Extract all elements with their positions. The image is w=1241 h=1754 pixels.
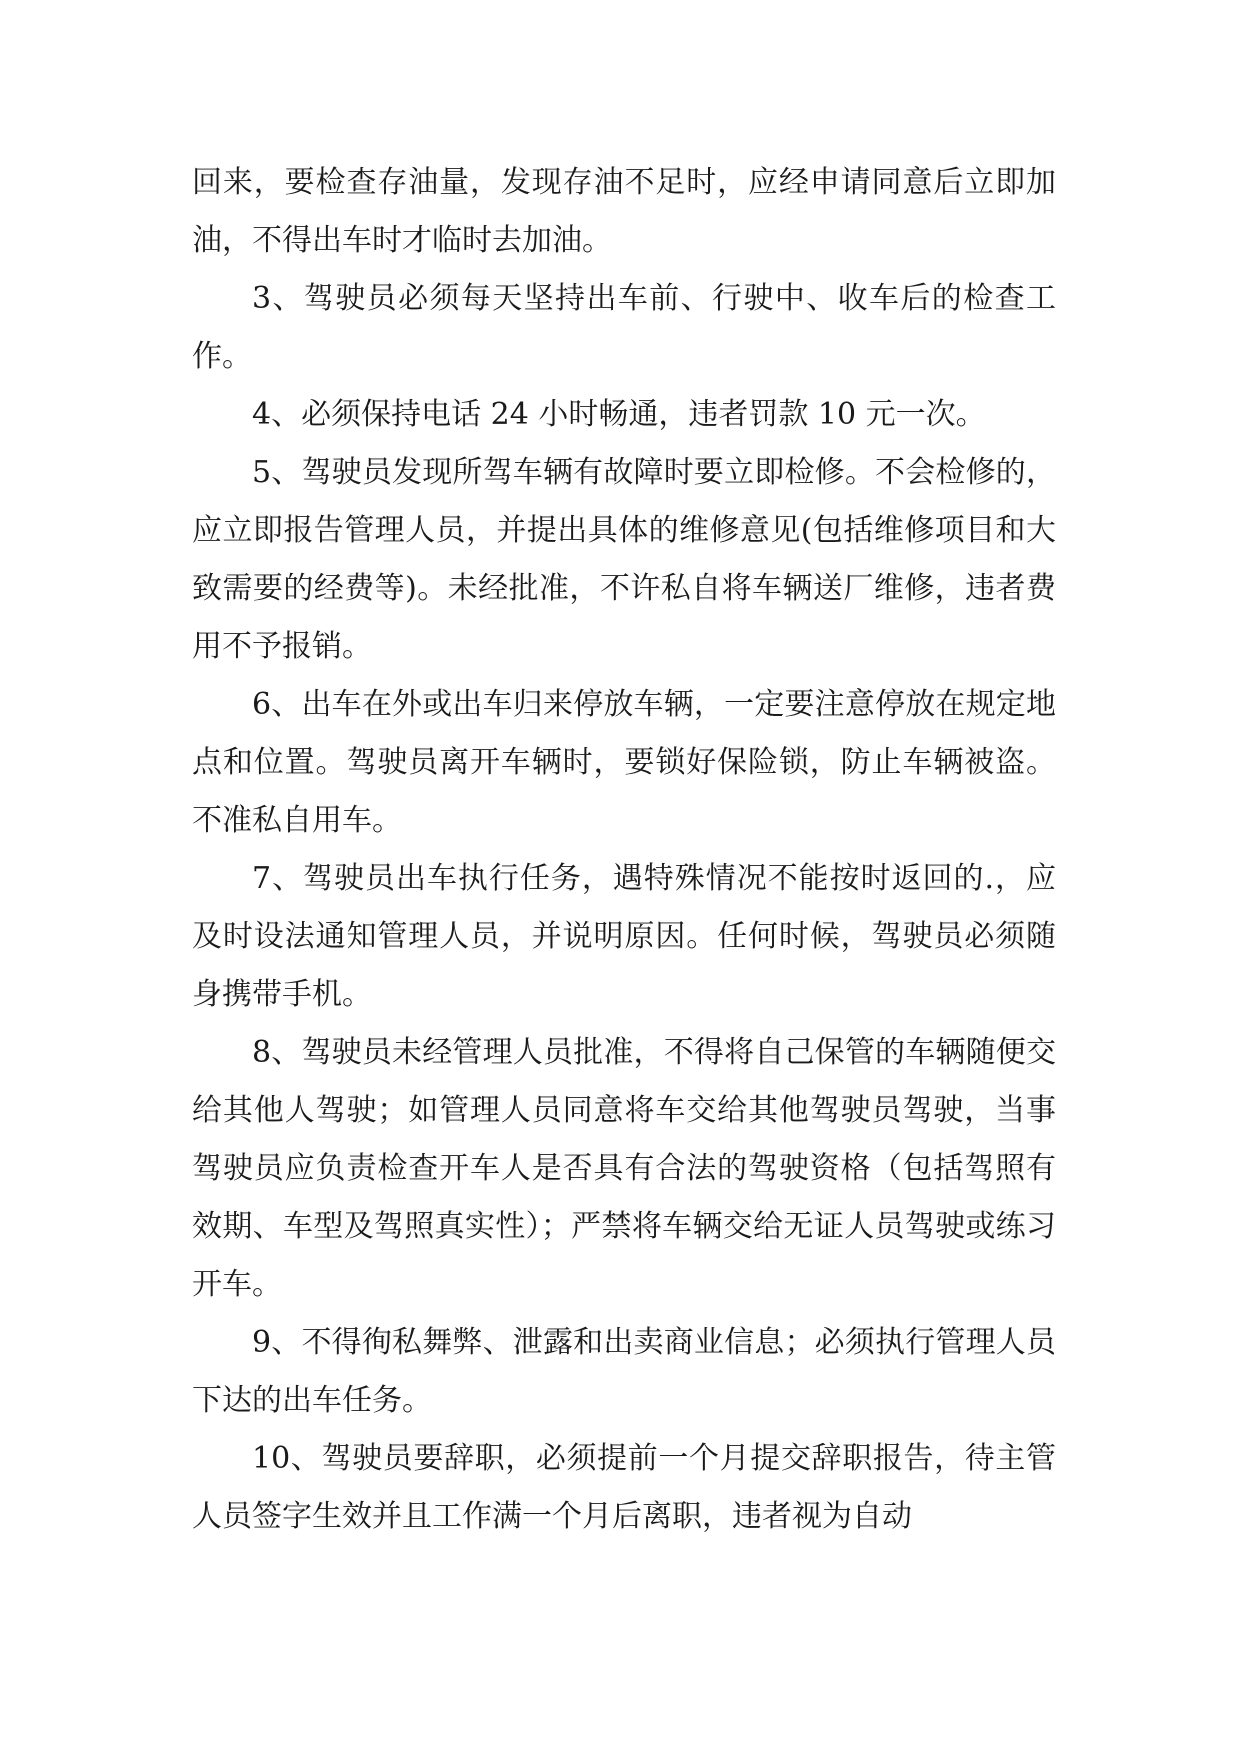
paragraph-rule-3: 3、驾驶员必须每天坚持出车前、行驶中、收车后的检查工作。 bbox=[192, 281, 1056, 374]
paragraph-rule-4: 4、必须保持电话 24 小时畅通，违者罚款 10 元一次。 bbox=[252, 397, 986, 432]
paragraph-rule-5: 5、驾驶员发现所驾车辆有故障时要立即检修。不会检修的，应立即报告管理人员，并提出具体的维修意见(包括维修项目和大致需要的经费等)。未经批准，不许私自将车辆送厂维修，违者费用不予报销。 bbox=[192, 455, 1056, 664]
paragraph-rule-10: 10、驾驶员要辞职，必须提前一个月提交辞职报告，待主管人员签字生效并且工作满一个月后离职，违者视为自动 bbox=[192, 1441, 1056, 1534]
paragraph-rule-9: 9、不得徇私舞弊、泄露和出卖商业信息；必须执行管理人员下达的出车任务。 bbox=[192, 1325, 1056, 1418]
document-body bbox=[192, 154, 1056, 1546]
paragraph-rule-7: 7、驾驶员出车执行任务，遇特殊情况不能按时返回的.，应及时设法通知管理人员，并说明原因。任何时候，驾驶员必须随身携带手机。 bbox=[192, 861, 1056, 1012]
paragraph-rule-8: 8、驾驶员未经管理人员批准，不得将自己保管的车辆随便交给其他人驾驶；如管理人员同意将车交给其他驾驶员驾驶，当事驾驶员应负责检查开车人是否具有合法的驾驶资格（包括驾照有效期、车型及驾照真实性）；严禁将车辆交给无证人员驾驶或练习开车。 bbox=[192, 1035, 1056, 1302]
paragraph-rule-6: 6、出车在外或出车归来停放车辆，一定要注意停放在规定地点和位置。驾驶员离开车辆时，要锁好保险锁，防止车辆被盗。不准私自用车。 bbox=[192, 687, 1056, 838]
paragraph-continuation: 回来，要检查存油量，发现存油不足时，应经申请同意后立即加油，不得出车时才临时去加油。 bbox=[192, 165, 1056, 258]
